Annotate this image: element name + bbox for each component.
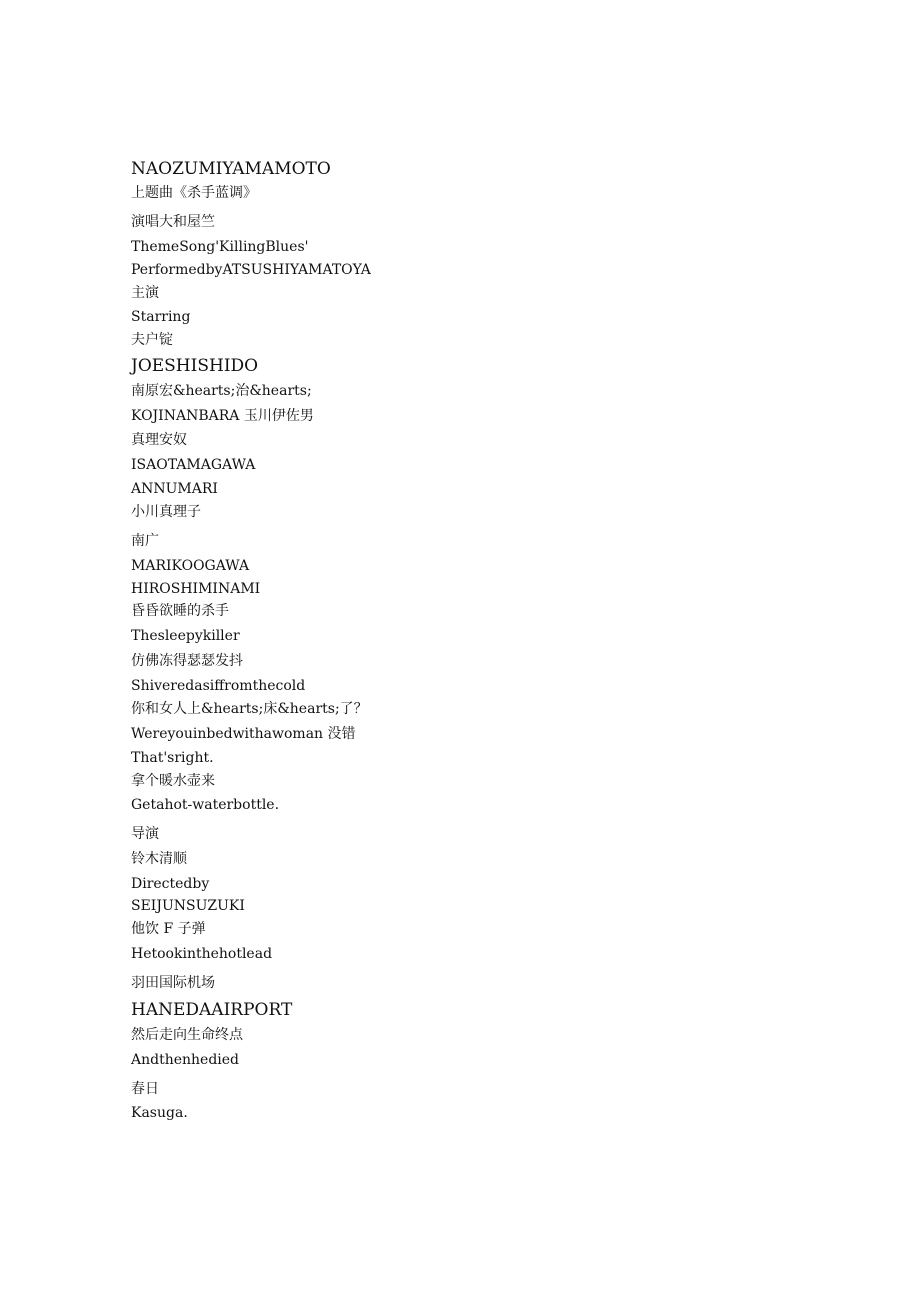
text-line: Kasuga.	[131, 1105, 188, 1121]
text-line: NAOZUMIYAMAMOTO	[131, 159, 331, 179]
text-line: Directedby	[131, 876, 210, 892]
text-line: 仿佛冻得瑟瑟发抖	[131, 653, 243, 669]
text-line: 你和女人上&hearts;床&hearts;了？	[131, 701, 368, 717]
text-line: 演唱大和屋竺	[131, 214, 215, 230]
text-line: 然后走向生命终点	[131, 1027, 243, 1043]
text-line: KOJINANBARA 玉川伊佐男	[131, 408, 314, 424]
text-line: 南广	[131, 533, 159, 549]
text-line: 上题曲《杀手蓝调》	[131, 185, 257, 201]
text-line: ISAOTAMAGAWA	[131, 457, 256, 473]
text-line: JOESHISHIDO	[131, 356, 259, 376]
text-line: Wereyouinbedwithawoman 没错	[131, 726, 356, 742]
text-line: 小川真理子	[131, 504, 201, 520]
text-line: Getahot-waterbottle.	[131, 797, 280, 813]
text-line: MARIKOOGAWA	[131, 558, 250, 574]
text-line: ANNUMARI	[131, 481, 218, 497]
text-line: Andthenhedied	[131, 1052, 240, 1068]
text-line: Hetookinthehotlead	[131, 946, 273, 962]
text-line: Thesleepykiller	[131, 628, 240, 644]
text-line: 真理安奴	[131, 432, 187, 448]
text-line: 昏昏欲睡的杀手	[131, 603, 229, 619]
text-line: 铃木清顺	[131, 851, 187, 867]
text-line: 他饮 F 子弹	[131, 921, 206, 937]
text-line: That'sright.	[131, 750, 214, 766]
text-line: Shiveredasiffromthecold	[131, 678, 306, 694]
text-line: PerformedbyATSUSHIYAMATOYA	[131, 262, 371, 278]
text-line: 春日	[131, 1081, 159, 1097]
text-line: 导演	[131, 826, 159, 842]
text-line: HIROSHIMINAMI	[131, 581, 261, 597]
text-line: 南原宏&hearts;治&hearts;	[131, 383, 312, 399]
text-line: 拿个暖水壶来	[131, 773, 215, 789]
text-line: ThemeSong'KillingBlues'	[131, 239, 309, 255]
text-line: 主演	[131, 285, 159, 301]
text-line: HANEDAAIRPORT	[131, 1000, 293, 1020]
text-line: 夫户锭	[131, 332, 173, 348]
text-line: SEIJUNSUZUKI	[131, 898, 245, 914]
text-line: Starring	[131, 309, 191, 325]
text-line: 羽田国际机场	[131, 975, 215, 991]
